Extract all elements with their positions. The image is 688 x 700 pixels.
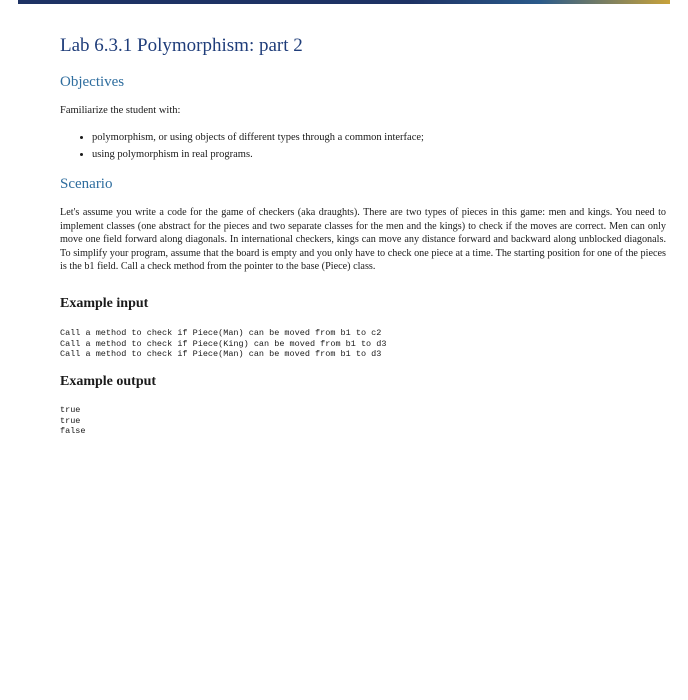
- code-line: Call a method to check if Piece(Man) can be moved from b1 to c2: [60, 328, 382, 338]
- scenario-heading: Scenario: [60, 176, 113, 192]
- code-line: true: [60, 405, 81, 415]
- document-page: [60, 34, 670, 436]
- code-line: false: [60, 426, 86, 436]
- objectives-list: [60, 129, 424, 163]
- scenario-paragraph: Let's assume you write a code for the game of checkers (aka draughts). There are two types of pieces in this game: men and kings. You need to implement classes (one abstract for the pieces and two separate classes for the men and the kings) to check if the moves are correct. Men can only move one field forward along diagonals. In international checkers, kings can move any distance forward and backward along unblocked diagonals. To simplify your program, assume that the board is empty and you only have to check one piece at a time. The starting position for one of the pieces is the b1 field. Call a check method from the pointer to the base (Piece) class.: [60, 207, 666, 272]
- code-line: Call a method to check if Piece(Man) can be moved from b1 to d3: [60, 349, 382, 359]
- header-rule: [18, 0, 670, 4]
- list-item: • using polymorphism in real programs.: [92, 146, 424, 163]
- objectives-intro: Familiarize the student with:: [60, 105, 181, 116]
- example-input-code: [60, 328, 386, 360]
- page-title: Lab 6.3.1 Polymorphism: part 2: [60, 35, 303, 56]
- list-item: • polymorphism, or using objects of different types through a common interface;: [92, 129, 424, 146]
- example-input-heading: Example input: [60, 296, 149, 311]
- objectives-heading: Objectives: [60, 74, 125, 90]
- code-line: Call a method to check if Piece(King) can be moved from b1 to d3: [60, 338, 387, 349]
- example-output-heading: Example output: [60, 374, 157, 389]
- example-output-code: [60, 405, 86, 437]
- code-line: true: [60, 415, 81, 426]
